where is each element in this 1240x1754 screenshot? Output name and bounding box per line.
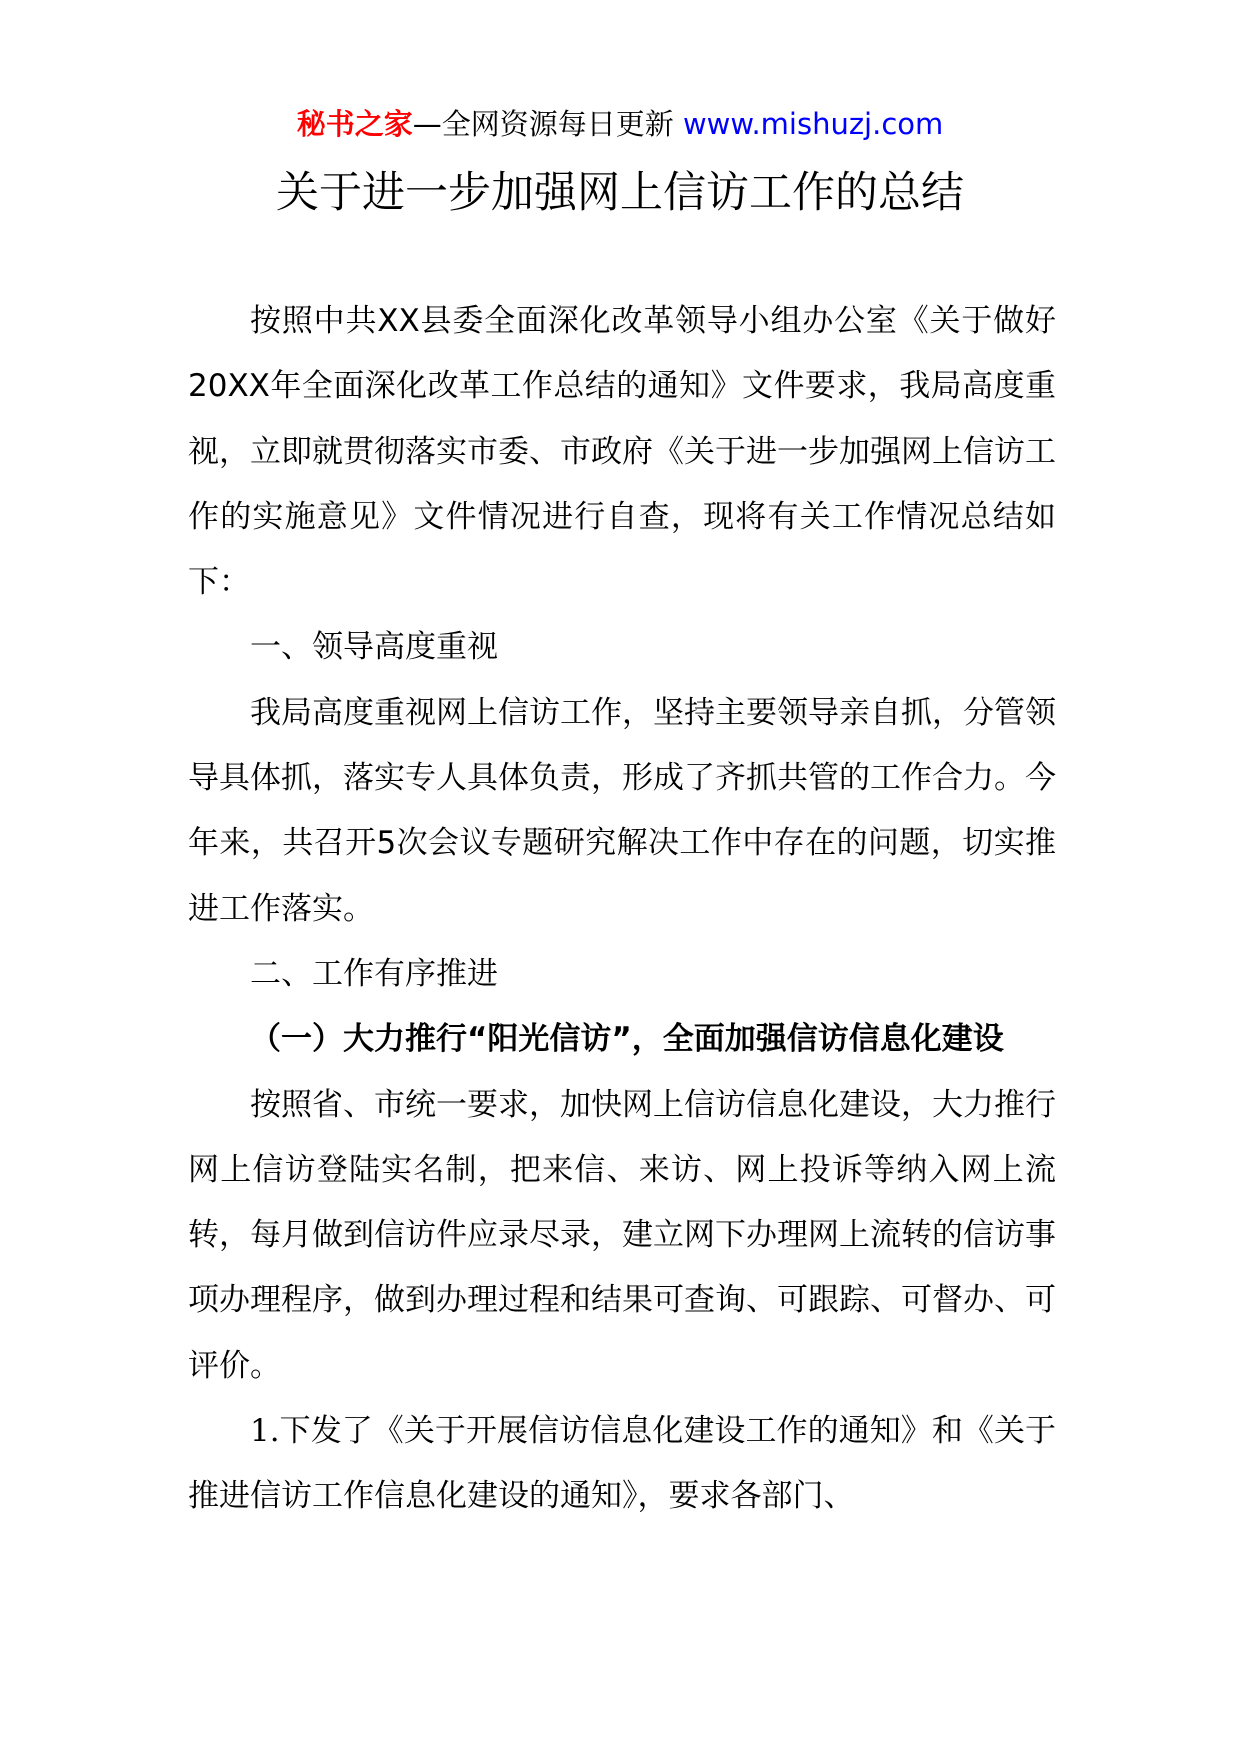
site-banner [0,104,1240,144]
brand-name: 秘书之家 [296,107,413,141]
subsection-1-paragraph: 按照省、市统一要求，加快网上信访信息化建设，大力推行网上信访登陆实名制，把来信、来访、网上投诉等纳入网上流转，每月做到信访件应录尽录，建立网下办理网上流转的信访事项办理程序，做到办理过程和结果可查询、可跟踪、可督办、可评价。 [188,1086,1056,1384]
site-url-link[interactable]: www.mishuzj.com [682,107,944,141]
section-heading-1: 一、领导高度重视 [250,629,498,666]
banner-tagline: —全网资源每日更新 [412,107,683,141]
section-heading-2: 二、工作有序推进 [250,955,498,992]
document-title: 关于进一步加强网上信访工作的总结 [276,168,964,218]
subsection-heading-1: （一）大力推行“阳光信访”，全面加强信访信息化建设 [250,1021,1004,1058]
intro-paragraph: 按照中共XX县委全面深化改革领导小组办公室《关于做好20XX年全面深化改革工作总结的通知》文件要求，我局高度重视，立即就贯彻落实市委、市政府《关于进一步加强网上信访工作的实施意见》文件情况进行自查，现将有关工作情况总结如下： [188,303,1056,601]
numbered-item-1: 1.下发了《关于开展信访信息化建设工作的通知》和《关于推进信访工作信息化建设的通知》，要求各部门、 [188,1413,1056,1515]
document-body [188,289,1056,1530]
section-1-paragraph: 我局高度重视网上信访工作，坚持主要领导亲自抓，分管领导具体抓，落实专人具体负责，形成了齐抓共管的工作合力。今年来，共召开5次会议专题研究解决工作中存在的问题，切实推进工作落实。 [188,694,1056,927]
